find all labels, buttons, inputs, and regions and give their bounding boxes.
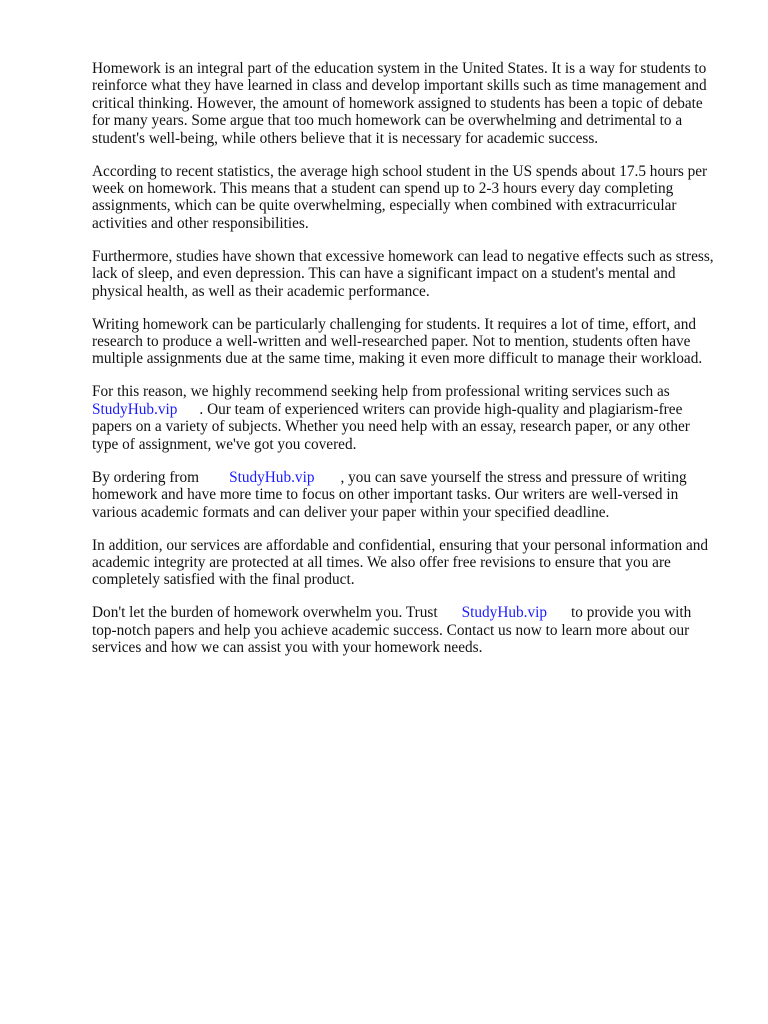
closing-text-end: to provide you with top-notch papers and help you achieve academic success. Contact us now to learn more about our services and how we can assist you with your homework needs. <box>92 604 692 657</box>
ordering-text-end: , you can save yourself the stress and pressure of writing homework and have more time to focus on other important tasks. Our writers are well-versed in various academic formats and can deliver your paper within your specified deadline. <box>92 468 687 521</box>
closing-text-start: Don't let the burden of homework overwhelm you. Trust <box>92 604 438 622</box>
paragraph-ordering <box>92 469 718 521</box>
recommendation-text-end: . Our team of experienced writers can provide high-quality and plagiarism-free papers on a variety of subjects. Whether you need help with an essay, research paper, or any other type of assignment, we've got you covered. <box>92 400 690 453</box>
studyhub-link-1[interactable]: StudyHub.vip <box>92 400 178 418</box>
ordering-text-start: By ordering from <box>92 468 200 486</box>
paragraph-recommendation <box>92 383 718 453</box>
paragraph-closing <box>92 604 718 656</box>
document-body <box>92 60 718 672</box>
recommendation-text-start: For this reason, we highly recommend seeking help from professional writing services such as <box>92 383 670 401</box>
paragraph-affordable: In addition, our services are affordable and confidential, ensuring that your personal information and academic integrity are protected at all times. We also offer free revisions to ensure that you are completely satisfied with the final product. <box>92 536 709 589</box>
paragraph-statistics: According to recent statistics, the average high school student in the US spends about 17.5 hours per week on homework. This means that a student can spend up to 2-3 hours every day completing assignments, which can be quite overwhelming, especially when combined with extracurricular activities and other responsibilities. <box>92 162 708 232</box>
paragraph-intro: Homework is an integral part of the education system in the United States. It is a way for students to reinforce what they have learned in class and develop important skills such as time management and critical thinking. However, the amount of homework assigned to students has been a topic of debate for many years. Some argue that too much homework can be overwhelming and detrimental to a student's well-being, while others believe that it is necessary for academic success. <box>92 60 707 147</box>
paragraph-effects: Furthermore, studies have shown that excessive homework can lead to negative effects such as stress, lack of sleep, and even depression. This can have a significant impact on a student's mental and physical health, as well as their academic performance. <box>92 247 714 300</box>
studyhub-link-3[interactable]: StudyHub.vip <box>461 604 548 622</box>
paragraph-challenges: Writing homework can be particularly challenging for students. It requires a lot of time, effort, and research to produce a well-written and well-researched paper. Not to mention, students often have multiple assignments due at the same time, making it even more difficult to manage their workload. <box>92 315 703 368</box>
studyhub-link-2[interactable]: StudyHub.vip <box>229 468 315 486</box>
